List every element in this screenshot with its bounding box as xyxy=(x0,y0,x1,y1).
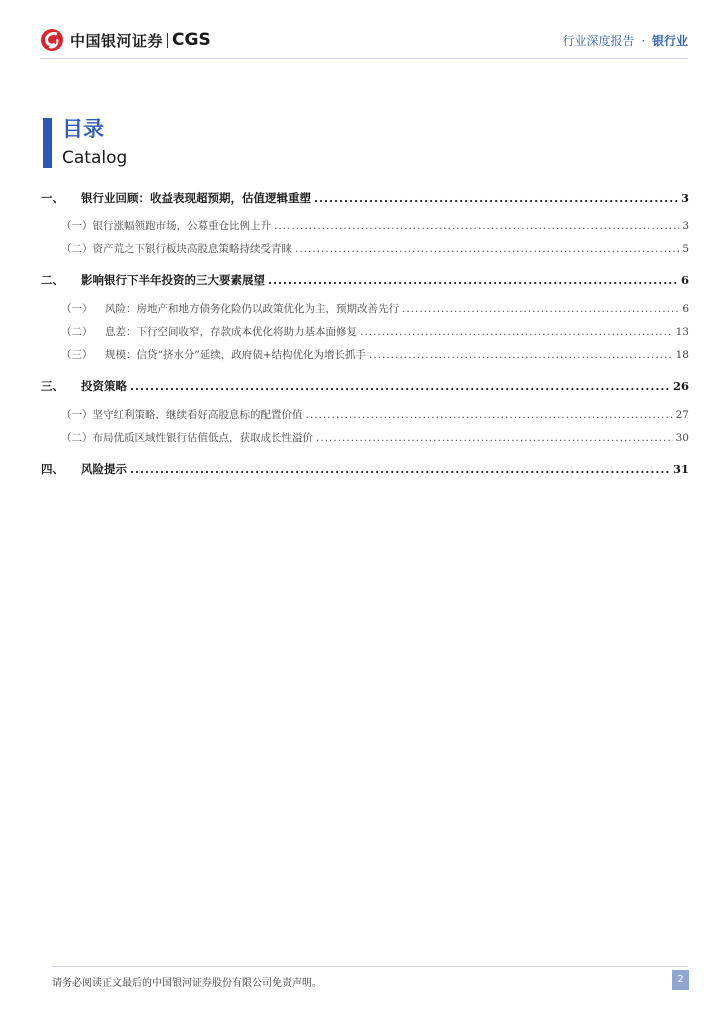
toc-number: （三） xyxy=(61,349,93,361)
toc-leader xyxy=(360,326,673,338)
toc-title: 规模：信贷“挤水分”延续，政府债+结构优化为增长抓手 xyxy=(105,349,367,361)
toc-leader xyxy=(295,243,679,255)
toc-entry[interactable] xyxy=(41,430,689,450)
toc-page: 6 xyxy=(680,273,689,287)
toc-page: 13 xyxy=(675,326,689,338)
toc-number: （一） xyxy=(61,303,93,315)
toc-page: 27 xyxy=(675,409,689,421)
toc-page: 3 xyxy=(680,191,689,205)
footer-disclaimer: 请务必阅读正文最后的中国银河证券股份有限公司免责声明。 xyxy=(52,978,322,989)
toc-number: （二） xyxy=(61,326,93,338)
toc-entry[interactable] xyxy=(41,301,689,321)
toc-entry[interactable] xyxy=(41,347,689,367)
toc-page: 26 xyxy=(672,379,689,393)
toc-title: 坚守红利策略，继续看好高股息标的配置价值 xyxy=(92,409,303,421)
toc-number: （一） xyxy=(61,409,93,421)
toc-title: 影响银行下半年投资的三大要素展望 xyxy=(81,273,265,287)
toc-title: 资产荒之下银行板块高股息策略持续受青睐 xyxy=(92,243,292,255)
toc-title: 投资策略 xyxy=(81,379,127,393)
toc-number: 二、 xyxy=(41,273,64,287)
toc-leader xyxy=(130,379,670,393)
toc-title: 风险提示 xyxy=(81,462,127,476)
toc-entry[interactable] xyxy=(41,407,689,427)
catalog-title: 目录 xyxy=(62,117,104,141)
toc-page: 31 xyxy=(672,462,689,476)
logo-separator xyxy=(167,33,168,48)
report-type-label xyxy=(562,32,688,49)
page-header xyxy=(0,0,724,62)
toc-entry[interactable] xyxy=(41,324,689,344)
toc-leader xyxy=(369,349,673,361)
toc-title: 银行业回顾：收益表现超预期，估值逻辑重塑 xyxy=(81,191,311,205)
toc-number: （二） xyxy=(61,432,93,444)
toc-title: 银行涨幅领跑市场，公募重仓比例上升 xyxy=(92,220,271,232)
logo-text-en: CGS xyxy=(172,30,211,50)
catalog-subtitle: Catalog xyxy=(62,148,128,168)
cgs-logo xyxy=(40,28,211,52)
toc-title: 布局优质区域性银行估值低点，获取成长性溢价 xyxy=(92,432,313,444)
toc-number: 四、 xyxy=(41,462,64,476)
header-divider xyxy=(40,58,688,59)
toc-leader xyxy=(316,432,673,444)
toc-entry[interactable] xyxy=(41,190,689,210)
toc-leader xyxy=(274,220,679,232)
industry-name: 银行业 xyxy=(651,34,688,48)
toc-page: 30 xyxy=(675,432,689,444)
toc-leader xyxy=(130,462,670,476)
toc-entry[interactable] xyxy=(41,461,689,481)
toc-page: 3 xyxy=(682,220,689,232)
toc-entry[interactable] xyxy=(41,378,689,398)
report-type-separator: · xyxy=(641,34,646,48)
toc-title: 风险：房地产和地方债务化险仍以政策优化为主，预期改善先行 xyxy=(105,303,399,315)
toc-page: 5 xyxy=(682,243,689,255)
toc-entry[interactable] xyxy=(41,272,689,292)
toc-number: （一） xyxy=(61,220,93,232)
toc-number: 三、 xyxy=(41,379,64,393)
footer-divider xyxy=(52,966,688,967)
logo-text-cn: 中国银河证券 xyxy=(70,31,164,50)
toc-leader xyxy=(268,273,678,287)
toc-number: 一、 xyxy=(41,191,64,205)
toc-leader xyxy=(314,191,678,205)
toc-page: 18 xyxy=(675,349,689,361)
catalog-accent-bar xyxy=(43,118,52,168)
toc-entry[interactable] xyxy=(41,218,689,238)
toc-page: 6 xyxy=(682,303,689,315)
toc-entry[interactable] xyxy=(41,241,689,261)
toc-leader xyxy=(306,409,673,421)
page-number: 2 xyxy=(672,970,689,990)
toc-leader xyxy=(402,303,679,315)
report-type: 行业深度报告 xyxy=(562,34,635,48)
cgs-logo-icon xyxy=(40,28,64,52)
toc-number: （二） xyxy=(61,243,93,255)
toc-title: 息差：下行空间收窄，存款成本优化将助力基本面修复 xyxy=(105,326,357,338)
